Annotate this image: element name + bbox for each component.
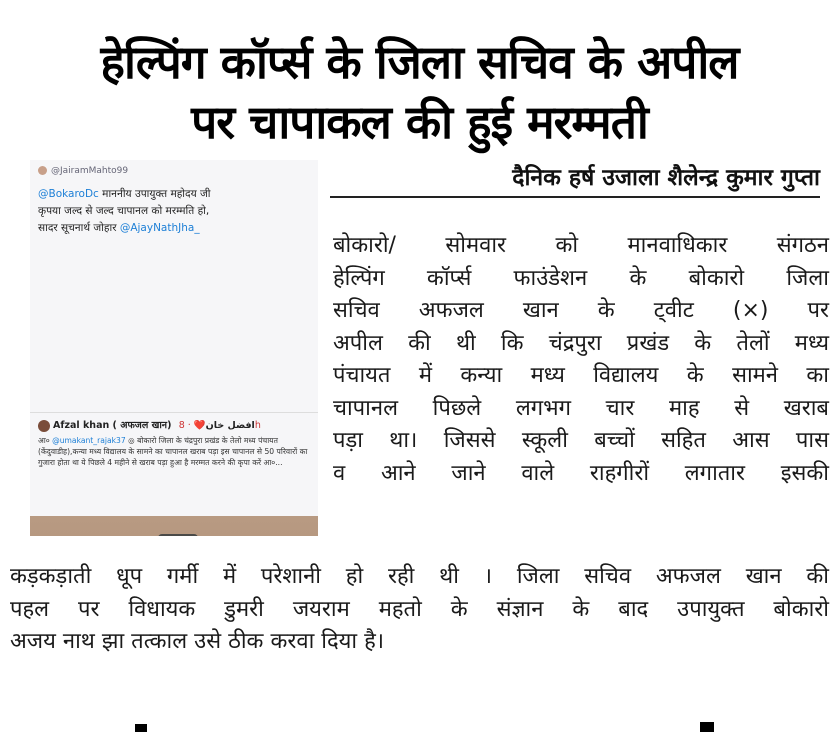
article-full-width-text [10,561,829,659]
tweet-divider [30,412,318,413]
byline: दैनिक हर्ष उजाला शैलेन्द्र कुमार गुप्ता [330,160,820,198]
article-line: सचिव अफजल खान के ट्वीट (×) पर [333,298,829,323]
reply-avatar-icon [38,420,50,432]
article-line: पंचायत में कन्या मध्य विद्यालय के सामने का [333,363,829,388]
tweet-text-part1: माननीय उपायुक्त महोदय जी [98,188,211,200]
tweet-text-line2: कृपया जल्द से जल्द चापानल को मरम्मति हो, [38,205,210,217]
reply-text [38,436,313,468]
tweet-handle: @JairamMahto99 [51,166,129,176]
reply-name: Afzal khan ( अफजल खान) افضل خان [53,420,255,431]
article-line-last: अजय नाथ झा तत्काल उसे ठीक करवा दिया है। [10,629,385,654]
reply-body: ◎ बोकारो जिला के चंद्रपुरा प्रखंड के तेलो मध्य पंचायत (केंदुवाडीह),कन्या मध्य विद्यालय के सामने का चापानल खराब पड़ा इस चापानल से 50 परिवारों का गुजारा होता था ये पिछले 4 महीने से खराब पड़ा हुआ है मरम्मत करने की कृपा करें आ०... [38,436,308,467]
headline-line-1: हेल्पिंग कॉर्प्स के जिला सचिव के अपील [100,35,739,89]
avatar-icon [38,166,47,175]
reply-prefix: आ० [38,436,53,445]
article-line: चापानल पिछले लगभग चार माह से खराब [333,395,829,421]
tweet-mention-dm: @AjayNathJha_ [119,222,200,234]
tweet-header [38,166,128,176]
reply-mention: @umakant_rajak37 [52,436,126,445]
article-line: व आने जाने वाले राहगीरों लगातार इसकी [333,460,829,486]
article-line: बोकारो/ सोमवार को मानवाधिकार संगठन [333,233,829,258]
tweet-mention-dc: @BokaroDc [38,188,99,200]
article-column-text [333,230,829,490]
article-line: कड़कड़ाती धूप गर्मी में परेशानी हो रही थी । जिला सचिव अफजल खान की [10,564,829,589]
tweet-text [38,186,310,237]
tweet-text-line3: सादर सूचनार्थ जोहार [38,222,120,234]
handpump-photo [30,516,318,536]
article-line: पड़ा था। जिससे स्कूली बच्चों सहित आस पास [333,428,829,453]
tweet-screenshot-image [30,160,318,536]
next-headline-cutoff [0,718,839,732]
reply-meta: ❤️ · 8h [178,420,261,431]
headline-line-2: पर चापाकल की हुई मरम्मती [191,95,648,149]
article-line: अपील की थी कि चंद्रपुरा प्रखंड के तेलों मध्य [333,330,829,356]
article-line: पहल पर विधायक डुमरी जयराम महतो के संज्ञान के बाद उपायुक्त बोकारो [10,596,829,622]
reply-header [38,418,261,432]
article-line: हेल्पिंग कॉर्प्स फाउंडेशन के बोकारो जिला [333,265,829,291]
